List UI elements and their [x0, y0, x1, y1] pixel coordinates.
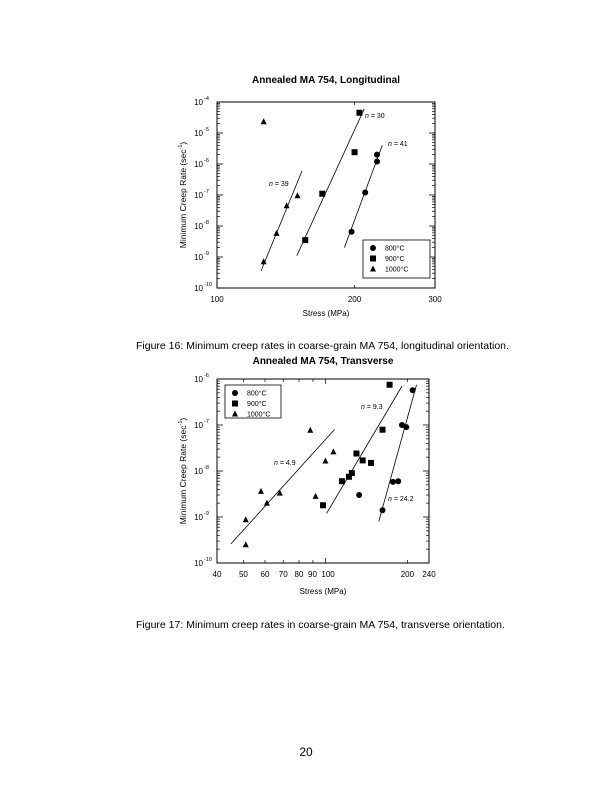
y-tick-label: 10-10	[194, 282, 212, 293]
y-axis-label	[178, 142, 188, 249]
y-tick-label: 10-10	[194, 557, 212, 568]
data-point-triangle	[243, 541, 249, 547]
data-point-square	[356, 110, 362, 116]
data-point-circle	[356, 492, 362, 498]
y-tick-label: 10-7	[194, 419, 209, 430]
legend-label: 800°C	[247, 390, 267, 398]
y-axis-label-superscript: -1	[178, 144, 184, 150]
fit-label	[388, 141, 408, 148]
fit-label-n: n	[388, 141, 392, 148]
figure-16-caption: Figure 16: Minimum creep rates in coarse-grain MA 754, longitudinal orientation.	[136, 340, 509, 352]
fit-label	[361, 404, 383, 411]
y-tick-label: 10-6	[194, 158, 209, 169]
fit-label-n: n	[269, 181, 273, 188]
legend-label: 900°C	[385, 256, 405, 263]
fit-line	[297, 109, 364, 256]
data-point-square	[353, 451, 359, 457]
data-point-square	[349, 470, 355, 476]
page-number: 20	[299, 745, 313, 759]
y-tick-exponent: -5	[204, 127, 209, 133]
fit-label-value: = 30	[368, 113, 385, 120]
legend-label: 1000°C	[385, 266, 409, 274]
y-tick-exponent: -7	[204, 189, 209, 195]
x-tick-label: 50	[238, 570, 248, 579]
fit-line	[231, 429, 335, 543]
data-point-circle	[395, 478, 401, 484]
y-tick-label: 10-6	[194, 373, 209, 384]
y-axis-label-end: )	[178, 141, 188, 145]
legend-label: 1000°C	[247, 411, 271, 419]
y-axis-label-text: Minimum Creep Rate (sec	[178, 149, 188, 249]
fit-label	[269, 181, 289, 188]
fit-label	[274, 460, 296, 467]
fit-label-n: n	[388, 496, 392, 503]
y-tick-label: 10-9	[194, 251, 209, 262]
fit-label-n: n	[365, 113, 369, 120]
y-tick-label: 10-5	[194, 127, 209, 138]
y-tick-label: 10-7	[194, 189, 209, 200]
legend-label: 800°C	[385, 245, 405, 253]
y-tick-label: 10-9	[194, 511, 209, 522]
data-point-triangle	[274, 230, 280, 236]
data-point-square	[319, 191, 325, 197]
data-point-square	[320, 502, 326, 508]
data-point-triangle	[307, 427, 313, 433]
data-point-triangle	[258, 488, 264, 494]
x-tick-label: 80	[294, 570, 304, 579]
data-point-circle	[403, 424, 409, 430]
y-tick-exponent: -7	[204, 419, 209, 425]
fit-label-value: = 9.3	[364, 404, 383, 411]
y-tick-label: 10-4	[194, 96, 209, 107]
x-tick-label: 40	[212, 570, 222, 579]
data-point-square	[368, 460, 374, 466]
fit-label-value: = 41	[391, 141, 408, 148]
fit-label-value: = 39	[272, 181, 289, 188]
x-tick-label: 200	[400, 570, 415, 579]
figure-17-caption: Figure 17: Minimum creep rates in coarse-grain MA 754, transverse orientation.	[136, 619, 505, 631]
data-point-triangle	[330, 448, 336, 454]
fit-label-value: = 4.9	[277, 460, 296, 467]
data-point-triangle	[261, 118, 267, 124]
chart-title: Annealed MA 754, Longitudinal	[252, 75, 400, 86]
y-tick-exponent: -9	[204, 511, 209, 517]
data-point-circle	[390, 479, 396, 485]
fit-label-n: n	[274, 460, 278, 467]
y-axis-label-text: Minimum Creep Rate (sec	[178, 425, 188, 525]
x-tick-label: 300	[428, 295, 442, 304]
y-tick-exponent: -6	[204, 158, 209, 164]
data-point-square	[339, 478, 345, 484]
data-point-square	[379, 427, 385, 433]
y-axis-label-end: )	[178, 417, 188, 421]
data-point-square	[387, 382, 393, 388]
legend-marker-circle	[232, 390, 238, 396]
legend-label: 900°C	[247, 401, 267, 408]
data-point-triangle	[313, 493, 319, 499]
y-tick-exponent: -10	[204, 557, 212, 563]
y-tick-label: 10-8	[194, 220, 209, 231]
legend-marker-square	[232, 401, 238, 407]
data-point-circle	[349, 229, 355, 235]
x-tick-label: 90	[308, 570, 317, 579]
y-axis-label-superscript: -1	[178, 420, 184, 426]
x-tick-label: 60	[260, 570, 270, 579]
chart-1	[178, 75, 442, 318]
y-tick-label: 10-8	[194, 465, 209, 476]
y-tick-exponent: -9	[204, 251, 209, 257]
y-tick-exponent: -10	[204, 282, 212, 288]
data-point-circle	[410, 387, 416, 393]
data-point-triangle	[322, 457, 328, 463]
data-point-circle	[362, 190, 368, 196]
data-point-circle	[379, 507, 385, 513]
x-axis-label: Stress (MPa)	[299, 587, 347, 596]
x-tick-label: 240	[422, 570, 436, 579]
data-point-triangle	[294, 192, 300, 198]
fit-label-value: = 24.2	[391, 496, 414, 503]
data-point-square	[360, 457, 366, 463]
fit-label-n: n	[361, 404, 365, 411]
data-point-triangle	[264, 500, 270, 506]
chart-2	[178, 356, 436, 596]
legend-marker-circle	[370, 245, 376, 251]
y-tick-exponent: -6	[204, 373, 209, 379]
fit-label	[388, 496, 414, 503]
y-tick-exponent: -8	[204, 465, 209, 471]
data-point-circle	[374, 159, 380, 165]
x-tick-label: 200	[347, 295, 362, 304]
data-point-square	[352, 149, 358, 155]
x-tick-label: 70	[278, 570, 288, 579]
fit-label	[365, 113, 385, 120]
data-point-circle	[374, 152, 380, 158]
data-point-square	[302, 237, 308, 243]
x-axis-label: Stress (MPa)	[302, 309, 350, 318]
chart-title: Annealed MA 754, Transverse	[252, 356, 394, 367]
y-tick-exponent: -4	[204, 96, 209, 102]
y-axis-label	[178, 418, 188, 525]
data-point-triangle	[243, 516, 249, 522]
legend-marker-square	[370, 256, 376, 262]
y-tick-exponent: -8	[204, 220, 209, 226]
x-tick-label: 100	[210, 295, 224, 304]
x-tick-label: 100	[321, 570, 335, 579]
